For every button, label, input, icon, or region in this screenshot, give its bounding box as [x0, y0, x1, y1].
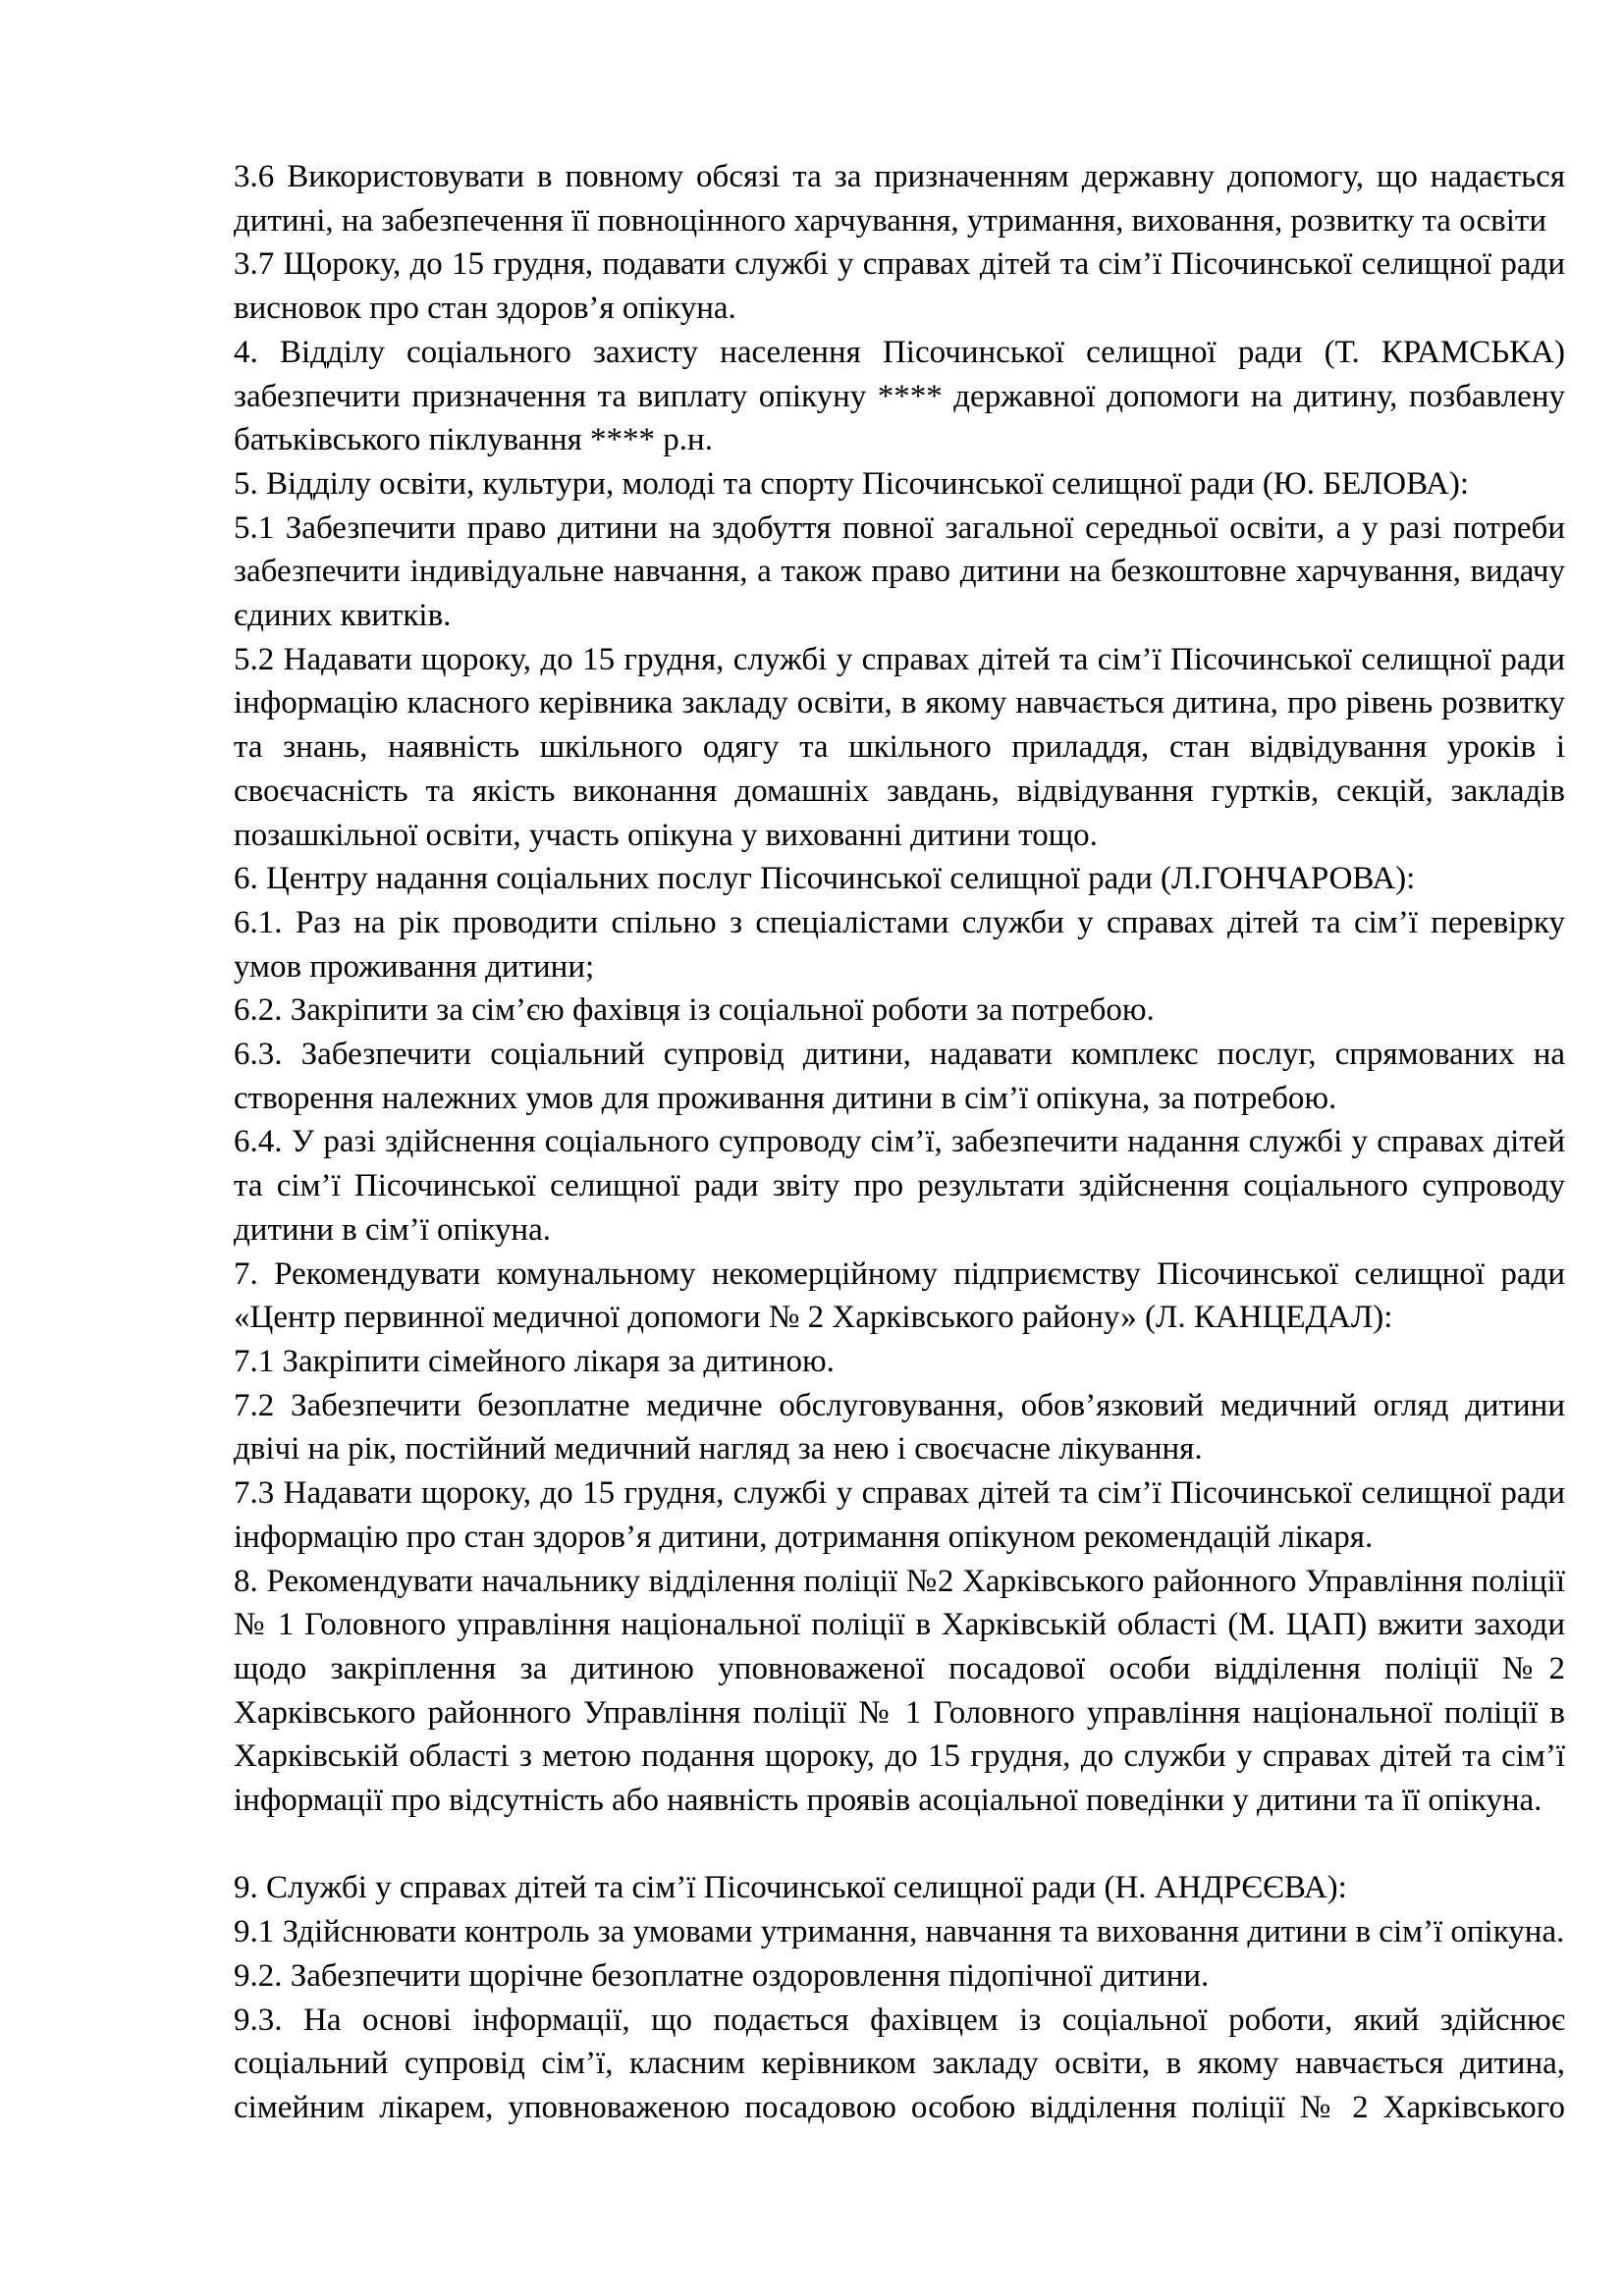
- paragraph-6-1: 6.1. Раз на рік проводити спільно з спеціалістами служби у справах дітей та сім’ї перевірку умов проживання дитини;: [234, 904, 1565, 985]
- paragraph-4: 4. Відділу соціального захисту населення Пісочинської селищної ради (Т. КРАМСЬКА) забезпечити призначення та виплату опікуну **** державної допомоги на дитину, позбавлену батьківського піклування **** р.н.: [234, 334, 1565, 458]
- paragraph-3-7: 3.7 Щороку, до 15 грудня, подавати службі у справах дітей та сім’ї Пісочинської селищної ради висновок про стан здоров’я опікуна.: [234, 246, 1565, 327]
- paragraph-7-1: 7.1 Закріпити сімейного лікаря за дитиною.: [234, 1343, 835, 1379]
- paragraph-6-2: 6.2. Закріпити за сім’єю фахівця із соціальної роботи за потребою.: [234, 992, 1155, 1029]
- paragraph-6-3: 6.3. Забезпечити соціальний супровід дитини, надавати комплекс послуг, спрямованих на створення належних умов для проживання дитини в сім’ї опікуна, за потребою.: [234, 1037, 1565, 1116]
- document-page: [234, 155, 1565, 2130]
- paragraph-5-1: 5.1 Забезпечити право дитини на здобуття повної загальної середньої освіти, а у разі потреби забезпечити індивідуальне навчання, а також право дитини на безкоштовне харчування, видачу єдиних квитків.: [234, 509, 1565, 634]
- paragraph-9-3: 9.3. На основі інформації, що подається фахівцем із соціальної роботи, який здійснює соціальний супровід сім’ї, класним керівником закладу освіти, в якому навчається дитина, сімейним лікарем, уповноваженою посадовою особою відділення поліції № 2 Харківського: [234, 2002, 1565, 2125]
- paragraph-6: 6. Центру надання соціальних послуг Пісочинської селищної ради (Л.ГОНЧАРОВА):: [234, 861, 1416, 897]
- paragraph-3-6: 3.6 Використовувати в повному обсязі та за призначенням державну допомогу, що надається дитині, на забезпечення її повноцінного харчування, утримання, виховання, розвитку та освіти: [234, 159, 1565, 239]
- paragraph-7-3: 7.3 Надавати щороку, до 15 грудня, службі у справах дітей та сім’ї Пісочинської селищної ради інформацію про стан здоров’я дитини, дотримання опікуном рекомендацій лікаря.: [234, 1475, 1565, 1555]
- paragraph-9-1: 9.1 Здійснювати контроль за умовами утримання, навчання та виховання дитини в сім’ї опікуна.: [234, 1914, 1565, 1950]
- paragraph-8: 8. Рекомендувати начальнику відділення поліції №2 Харківського районного Управління поліції № 1 Головного управління національної поліції в Харківській області (М. ЦАП) вжити заходи щодо закріплення за дитиною уповноваженої посадової особи відділення поліції №2 Харківського районного Управління поліції № 1 Головного управління національної поліції в Харківській області з метою подання щороку, до 15 грудня, до служби у справах дітей та сім’ї інформації про відсутність або наявність проявів асоціальної поведінки у дитини та її опікуна.: [234, 1563, 1565, 1819]
- paragraph-9: 9. Службі у справах дітей та сім’ї Пісочинської селищної ради (Н. АНДРЄЄВА):: [234, 1870, 1347, 1906]
- paragraph-7-2: 7.2 Забезпечити безоплатне медичне обслуговування, обов’язковий медичний огляд дитини двічі на рік, постійний медичний нагляд за нею і своєчасне лікування.: [234, 1387, 1565, 1468]
- paragraph-5-2: 5.2 Надавати щороку, до 15 грудня, службі у справах дітей та сім’ї Пісочинської селищної ради інформацію класного керівника закладу освіти, в якому навчається дитина, про рівень розвитку та знань, наявність шкільного одягу та шкільного приладдя, стан відвідування уроків і своєчасність та якість виконання домашніх завдань, відвідування гуртків, секцій, закладів позашкільної освіти, участь опікуна у вихованні дитини тощо.: [234, 641, 1565, 853]
- paragraph-9-2: 9.2. Забезпечити щорічне безоплатне оздоровлення підопічної дитини.: [234, 1957, 1210, 1994]
- paragraph-5: 5. Відділу освіти, культури, молоді та спорту Пісочинської селищної ради (Ю. БЕЛОВА):: [234, 465, 1470, 502]
- paragraph-7: 7. Рекомендувати комунальному некомерційному підприємству Пісочинської селищної ради «Центр первинної медичної допомоги № 2 Харківського району» (Л. КАНЦЕДАЛ):: [234, 1255, 1565, 1336]
- paragraph-6-4: 6.4. У разі здійснення соціального супроводу сім’ї, забезпечити надання службі у справах дітей та сім’ї Пісочинської селищної ради звіту про результати здійснення соціального супроводу дитини в сім’ї опікуна.: [234, 1124, 1565, 1248]
- blank-line: [234, 1823, 1565, 1867]
